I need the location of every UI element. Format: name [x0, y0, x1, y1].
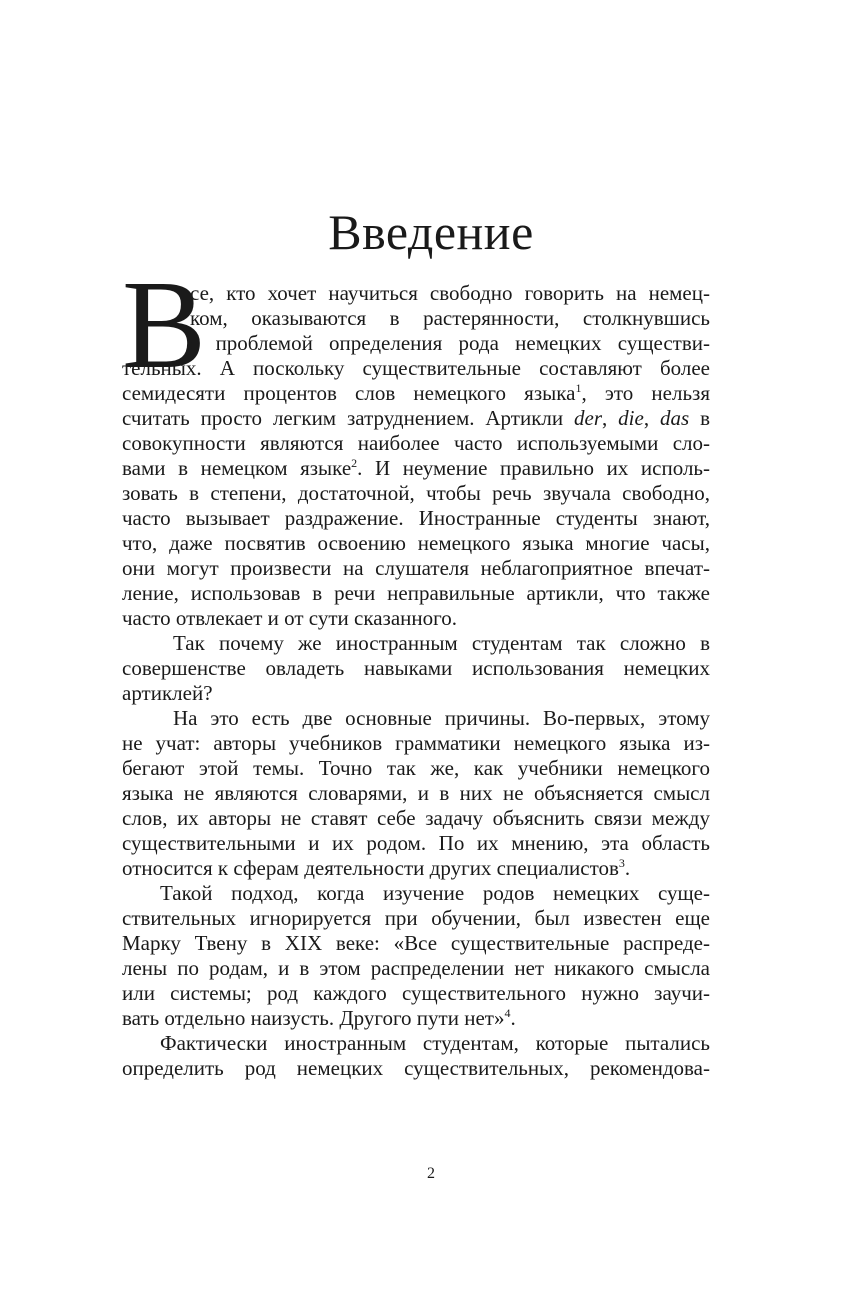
text-line: языка не являются словарями, и в них не объясняется смысл	[122, 781, 710, 805]
text-line: артиклей?	[122, 681, 213, 705]
footnote-marker: 2	[351, 456, 358, 470]
text-line: слов, их авторы не ставят себе задачу объяснить связи между	[122, 806, 710, 830]
text-line: ствительных игнорируется при обучении, был известен еще	[122, 906, 710, 930]
text-line: ление, использовав в речи неправильные артикли, что также	[122, 581, 710, 605]
page-number: 2	[427, 1165, 435, 1182]
text-line: относится к сферам деятельности других специалистов$^3$.	[122, 856, 631, 880]
text-line: не учат: авторы учебников грамматики немецкого языка из-	[122, 731, 710, 755]
drop-cap: В	[122, 256, 207, 395]
footnote-marker: 1	[575, 381, 582, 395]
text-line: что, даже посвятив освоению немецкого языка многие часы,	[122, 531, 710, 555]
text-line: Марку Твену в XIX веке: «Все существительные распреде-	[122, 931, 710, 955]
text-line: Фактически иностранным студентам, которые пытались	[160, 1031, 710, 1055]
text-line: определить род немецких существительных, рекомендова-	[122, 1056, 710, 1080]
text-line: часто вызывает раздражение. Иностранные студенты знают,	[122, 506, 710, 530]
text-line: считать просто легким затруднением. Артикли der, die, das в	[122, 406, 710, 430]
text-line: существительными и их родом. По их мнению, эта область	[122, 831, 710, 855]
text-line: или системы; род каждого существительного нужно заучи-	[122, 981, 710, 1005]
text-line: совокупности являются наиболее часто используемыми сло-	[122, 431, 710, 455]
text-line: часто отвлекает и от сути сказанного.	[122, 606, 457, 630]
footnote-marker: 4	[504, 1006, 511, 1020]
text-line: ком, оказываются в растерянности, столкнувшись	[190, 306, 710, 330]
text-line: се, кто хочет научиться свободно говорить на немец-	[190, 281, 710, 305]
text-line: зовать в степени, достаточной, чтобы речь звучала свободно,	[122, 481, 710, 505]
chapter-title: Введение	[328, 204, 534, 260]
footnote-marker: 3	[618, 856, 625, 870]
text-line: вать отдельно наизусть. Другого пути нет»$^4$.	[122, 1006, 516, 1030]
text-line: они могут произвести на слушателя неблагоприятное впечат-	[122, 556, 710, 580]
text-line: Так почему же иностранным студентам так сложно в	[173, 631, 710, 655]
text-line: вами в немецком языке$^2$. И неумение правильно их исполь-	[122, 456, 710, 480]
text-line: совершенстве овладеть навыками использования немецких	[122, 656, 710, 680]
text-line: тельных. А поскольку существительные составляют более	[122, 356, 710, 380]
text-line: семидесяти процентов слов немецкого языка$^1$, это нельзя	[122, 381, 710, 405]
text-line: с проблемой определения рода немецких существи-	[190, 331, 710, 355]
text-line: лены по родам, и в этом распределении нет никакого смысла	[122, 956, 710, 980]
text-line: Такой подход, когда изучение родов немецких суще-	[160, 881, 710, 905]
text-line: бегают этой темы. Точно так же, как учебники немецкого	[122, 756, 710, 780]
text-line: На это есть две основные причины. Во-первых, этому	[173, 706, 710, 730]
